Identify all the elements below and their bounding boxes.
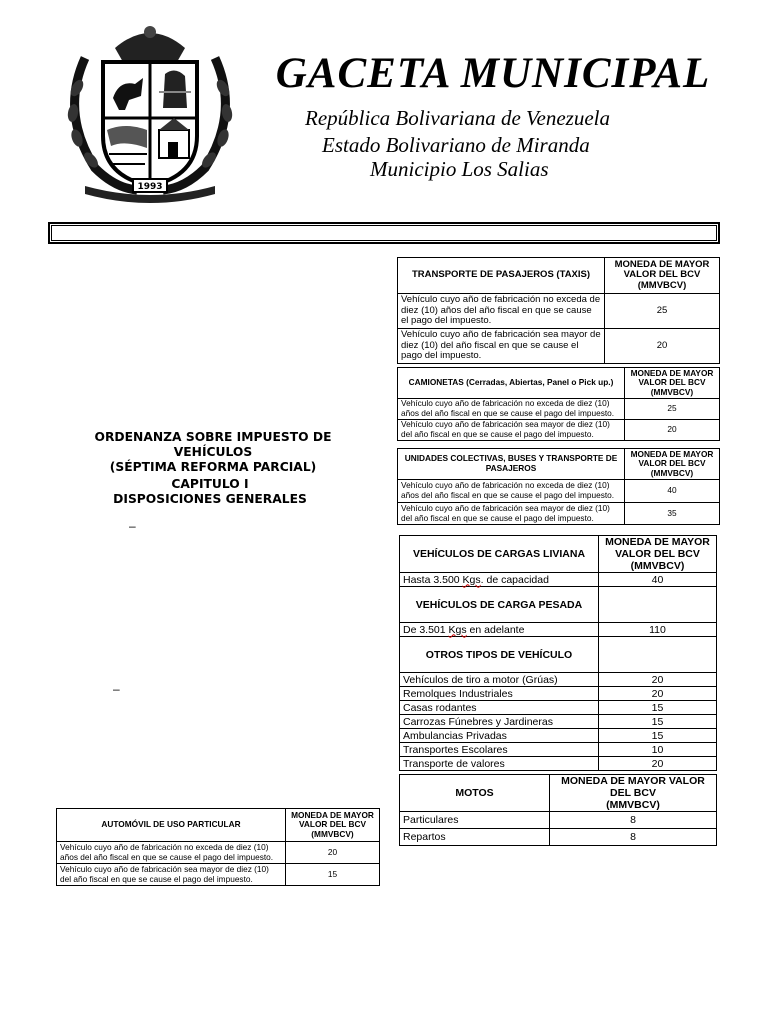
ordinance-title-line1: ORDENANZA SOBRE IMPUESTO DE VEHÍCULOS — [94, 430, 332, 459]
table-cell-label: Transporte de valores — [400, 757, 599, 771]
carga-pesada-heading: VEHÍCULOS DE CARGA PESADA — [400, 587, 599, 623]
table-cell-label: Vehículos de tiro a motor (Grúas) — [400, 673, 599, 687]
table-cell-label: De 3.501 Kgs en adelante — [400, 623, 599, 637]
gazette-title: GACETA MUNICIPAL — [275, 50, 711, 97]
automovil-currency-header: MONEDA DE MAYOR VALOR DEL BCV (MMVBCV) — [286, 809, 380, 842]
table-cell-value: 20 — [599, 757, 717, 771]
table-cell-value: 35 — [625, 503, 720, 525]
table-cell-value: 25 — [605, 294, 720, 329]
table-cell-label: Hasta 3.500 Kgs. de capacidad — [400, 573, 599, 587]
colectivas-currency-header: MONEDA DE MAYOR VALOR DEL BCV (MMVBCV) — [625, 449, 720, 480]
automovil-table-title: AUTOMÓVIL DE USO PARTICULAR — [57, 809, 286, 842]
table-cell-label: Vehículo cuyo año de fabricación no exceda de diez (10) años del año fiscal en que se cause el pago del impuesto. — [398, 480, 625, 503]
ordinance-title-line2: (SÉPTIMA REFORMA PARCIAL) — [109, 460, 317, 474]
table-cell-label: Repartos — [400, 829, 550, 846]
table-cell-value: 40 — [625, 480, 720, 503]
otros-tipos-heading: OTROS TIPOS DE VEHÍCULO — [400, 637, 599, 673]
table-cell-value: 20 — [599, 687, 717, 701]
table-cell-value: 15 — [599, 715, 717, 729]
dash-mark: – — [129, 519, 136, 533]
camionetas-table-title: CAMIONETAS (Cerradas, Abiertas, Panel o Pick up.) — [398, 368, 625, 399]
country-line: República Bolivariana de Venezuela — [305, 106, 611, 130]
coat-of-arms-icon — [55, 18, 245, 203]
table-cell-value: 20 — [286, 842, 380, 864]
table-cell-value: 110 — [599, 623, 717, 637]
camionetas-currency-header: MONEDA DE MAYOR VALOR DEL BCV (MMVBCV) — [625, 368, 720, 399]
table-cell-label: Casas rodantes — [400, 701, 599, 715]
cargas-table-title: VEHÍCULOS DE CARGAS LIVIANA — [400, 536, 599, 573]
table-cell-label: Vehículo cuyo año de fabricación no exceda de diez (10) años del año fiscal en que se cause el pago del impuesto. — [398, 399, 625, 420]
table-cell-label: Ambulancias Privadas — [400, 729, 599, 743]
table-cell-value: 8 — [550, 829, 717, 846]
table-cell-value: 20 — [605, 329, 720, 364]
taxis-currency-header: MONEDA DE MAYOR VALOR DEL BCV (MMVBCV) — [605, 258, 720, 294]
table-cell-label: Transportes Escolares — [400, 743, 599, 757]
taxis-table-title: TRANSPORTE DE PASAJEROS (TAXIS) — [398, 258, 605, 294]
state-line: Estado Bolivariano de Miranda — [322, 133, 590, 157]
dash-mark: – — [113, 682, 120, 696]
table-cell-label: Remolques Industriales — [400, 687, 599, 701]
table-cell-value: 20 — [625, 420, 720, 441]
automovil-table — [56, 808, 380, 886]
colectivas-table — [397, 448, 720, 525]
table-cell-value: 15 — [286, 864, 380, 886]
table-cell-label: Vehículo cuyo año de fabricación no exceda de diez (10) años del año fiscal en que se cause el pago del impuesto. — [57, 842, 286, 864]
table-cell-label: Vehículo cuyo año de fabricación sea mayor de diez (10) del año fiscal en que se cause el pago del impuesto. — [398, 329, 605, 364]
chapter-number: CAPITULO I — [171, 477, 249, 491]
cargas-currency-header: MONEDA DE MAYOR VALOR DEL BCV (MMVBCV) — [599, 536, 717, 573]
table-cell-value: 8 — [550, 812, 717, 829]
table-cell-value: 20 — [599, 673, 717, 687]
table-cell-value: 10 — [599, 743, 717, 757]
table-cell-value: 25 — [625, 399, 720, 420]
table-cell-value: 15 — [599, 729, 717, 743]
table-cell-label: Vehículo cuyo año de fabricación no exceda de diez (10) años del año fiscal en que se cause el pago del impuesto. — [398, 294, 605, 329]
header-rule-box — [48, 222, 720, 244]
table-cell-label: Carrozas Fúnebres y Jardineras — [400, 715, 599, 729]
municipality-line: Municipio Los Salias — [370, 157, 549, 181]
motos-currency-header: MONEDA DE MAYOR VALOR DEL BCV (MMVBCV) — [550, 775, 717, 812]
camionetas-table — [397, 367, 720, 441]
table-cell-value: 15 — [599, 701, 717, 715]
table-cell-value: 40 — [599, 573, 717, 587]
seal-year: 1993 — [137, 182, 163, 192]
motos-table — [399, 774, 717, 846]
colectivas-table-title: UNIDADES COLECTIVAS, BUSES Y TRANSPORTE DE PASAJEROS — [398, 449, 625, 480]
taxis-table — [397, 257, 720, 364]
cargas-table — [399, 535, 717, 771]
table-cell-label: Particulares — [400, 812, 550, 829]
table-cell-label: Vehículo cuyo año de fabricación sea mayor de diez (10) del año fiscal en que se cause el pago del impuesto. — [398, 420, 625, 441]
motos-table-title: MOTOS — [400, 775, 550, 812]
chapter-heading — [90, 477, 330, 507]
municipal-coat-of-arms — [55, 18, 245, 203]
ordinance-title — [58, 430, 368, 475]
chapter-title: DISPOSICIONES GENERALES — [113, 492, 307, 506]
table-cell-label: Vehículo cuyo año de fabricación sea mayor de diez (10) del año fiscal en que se cause el pago del impuesto. — [57, 864, 286, 886]
table-cell-label: Vehículo cuyo año de fabricación sea mayor de diez (10) del año fiscal en que se cause el pago del impuesto. — [398, 503, 625, 525]
